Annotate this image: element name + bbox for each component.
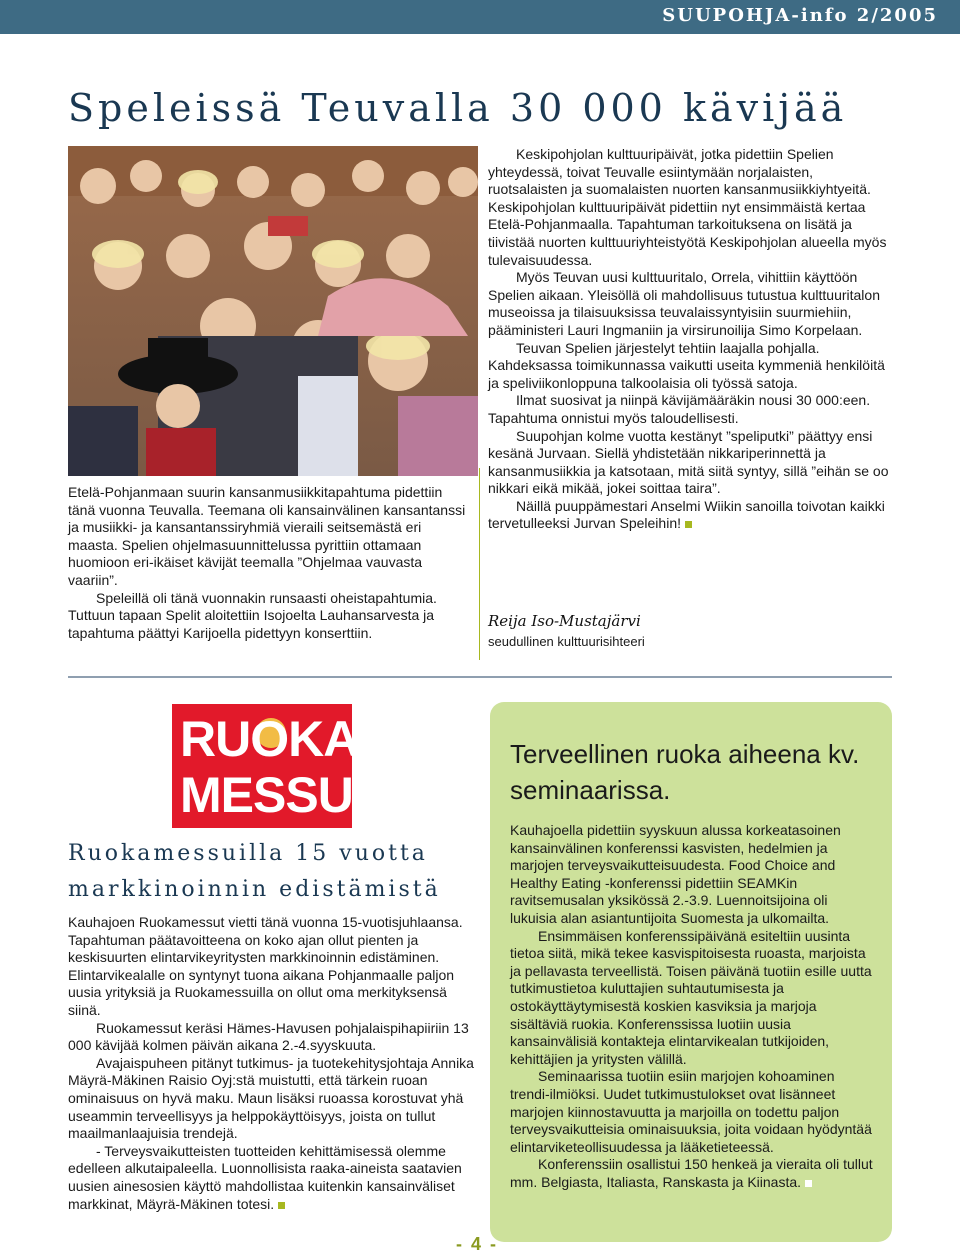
body-paragraph: Myös Teuvan uusi kulttuuritalo, Orrela, vihittiin käyttöön Spelien aikaan. Yleisöllä oli mahdollisuus tutustua kulttuuritalon museoissa ja tilaisuuksissa teuvalaissyntyisiin suurmiehiin, pääministeri Lauri Ingmaniin ja virsirunoilija Simo Korpelaan. — [488, 269, 880, 338]
sidebar-heading: Terveellinen ruoka aiheena kv. seminaarissa. — [510, 739, 860, 805]
column-divider — [479, 468, 480, 660]
caption-paragraph: Speleillä oli tänä vuonnakin runsaasti oheistapahtumia. Tuttuun tapaan Spelit aloitettiin Isojoelta Lauhansarvesta ja tapahtuma päättyi Karijoella pidettyyn konserttiin. — [68, 589, 437, 641]
body-paragraph: Suupohjan kolme vuotta kestänyt ”speliputki” päättyy ensi kesänä Jurvaan. Siellä yhdistetään nikkariperinnettä ja kansanmusiikkia ja katsotaan, mitä siitä syntyy, sillä ”eihän se oo nikkari eikä mikää, jokei soittaa taira”. — [488, 427, 889, 497]
ruokamessut-body — [68, 914, 476, 1213]
header-bar — [0, 0, 960, 34]
section-divider — [68, 676, 892, 678]
signature — [488, 612, 645, 649]
article-title: Speleissä Teuvalla 30 000 kävijää — [68, 86, 848, 130]
closing-text: Konferenssiin osallistui 150 henkeä ja vieraita oli tullut mm. Belgiasta, Italiasta, Ranskasta ja Kiinasta. — [510, 1156, 873, 1190]
closing-text: Näillä puuppämestari Anselmi Wiikin sanoilla toivotan kaikki tervetulleeksi Jurvan Speleihin! — [488, 497, 885, 532]
publication-header: SUUPOHJA-info 2/2005 — [662, 5, 938, 26]
end-mark-icon — [685, 521, 692, 528]
body-paragraph — [488, 498, 892, 533]
logo-text-line2: MESSUT — [180, 767, 383, 823]
body-paragraph: Avajaispuheen pitänyt tutkimus- ja tuotekehitysjohtaja Annika Mäyrä-Mäkinen Raisio Oyj:stä muistutti, että tärkein ruoan ominaisuus on hyvä maku. Maun lisäksi ruoassa korostuvat yhä useammin terveellisyys ja helppokäyttöisyys, joista on tullut maailmanlaajuisia trendejä. — [68, 1054, 474, 1142]
end-mark-icon — [278, 1202, 285, 1209]
author-role: seudullinen kulttuurisihteeri — [488, 634, 645, 649]
caption-paragraph: Etelä-Pohjanmaan suurin kansanmusiikkitapahtuma pidettiin tänä vuonna Teuvalla. Teemana oli kansainvälinen kansantanssi ja musiikki- ja kansantanssiryhmiä vieraili seitsemästä eri maasta. Spelien ohjelmasuunnittelussa pyrittiin ottamaan huomioon eri-ikäiset kävijät teemalla ”Ohjelmaa vauvasta vaariin”. — [68, 484, 466, 588]
sidebar-body — [510, 822, 876, 1191]
body-paragraph — [68, 1143, 476, 1213]
body-paragraph: Keskipohjolan kulttuuripäivät, jotka pidettiin Spelien yhteydessä, toivat Teuvalle esiintymään norjalaisten, ruotsalaisten ja suomalaisten nuorten kansanmusiikkiyhtyeitä. Keskipohjolan kulttuuripäivät pidettiin nyt ensimmäistä kertaa Etelä-Pohjanmaalla. Tapahtuman tarkoituksena on lisätä ja tiivistää nuorten kulttuuriyhteistyötä Keskipohjolan alueella myös tulevaisuudessa. — [488, 146, 887, 268]
ruokamessut-title — [68, 836, 441, 908]
body-paragraph: Kauhajoella pidettiin syyskuun alussa korkeatasoinen kansainvälinen konferenssi kasvisten, hedelmien ja marjojen terveysvaikutteisuudesta. Food Choice and Healthy Eating -konferenssi pidettiin SEAMKin ravitsemusalan yksikössä 2.-3.9. Luennoitsijoina oli lukuisia alan asiantuntijoita Suomesta ja ulkomailta. — [510, 822, 841, 926]
photo-caption — [68, 484, 472, 642]
end-mark-icon — [805, 1180, 812, 1187]
children-audience-photo — [68, 146, 478, 476]
article-body — [488, 146, 892, 533]
body-paragraph: Ruokamessut keräsi Hämes-Havusen pohjalaispihapiiriin 13 000 kävijää kolmen päivän aikana 2.-4.syyskuuta. — [68, 1019, 469, 1054]
seminar-sidebar — [490, 702, 892, 1242]
author-name: Reija Iso-Mustajärvi — [488, 612, 641, 630]
body-paragraph: Ensimmäisen konferenssipäivänä esiteltiin uusinta tietoa siitä, mikä tekee kasvispitoisesta ruoasta, marjoista ja pellavasta terveellistä. Toisen päivänä tuotiin esille uutta tutkimustietoa kuluttajien suhtautumisesta ja ostokäyttäytymisestä koskien kasviksia ja marjoja sisältäviä ruokia. Konferenssissa luotiin uusia kansainvälisiä kontakteja elintarvikealan tutkijoiden, kehittäjien ja yritysten välillä. — [510, 927, 872, 1067]
body-paragraph: Ilmat suosivat ja niinpä kävijämääräkin nousi 30 000:een. Tapahtuma onnistui myös taloudellisesti. — [488, 392, 871, 426]
body-paragraph: Teuvan Spelien järjestelyt tehtiin laajalla pohjalla. Kahdeksassa toimikunnassa vaikutti useita kymmeniä henkilöitä ja speliviikonloppuna talkoolaisia oli työssä satoja. — [488, 339, 885, 391]
body-paragraph — [510, 1156, 876, 1191]
page-number: - 4 - — [456, 1234, 499, 1254]
logo-text-line1: RUOKA — [180, 711, 359, 767]
body-paragraph: Kauhajoen Ruokamessut vietti tänä vuonna 15-vuotisjuhlaansa. Tapahtuman päätavoitteena on koko ajan ollut pienten ja keskisuurten elintarvikeyritysten markkinoinnin edistäminen. Elintarvikealalle on syntynyt tuona aikana Pohjanmaalle paljon uusia yrityksiä ja Ruokamessuilla on ollut oma merkityksensä siinä. — [68, 914, 463, 1018]
title-line1: Ruokamessuilla 15 vuotta — [68, 841, 428, 866]
body-paragraph: Seminaarissa tuotiin esiin marjojen kohoaminen trendi-ilmiöksi. Uudet tutkimustulokset ovat lisänneet marjojen kiinnostavuutta ja marjoilla on todettu paljon terveysvaikutteisia ominaisuuksia, joita voidaan hyödyntää elintarviketeollisuudessa ja lääketieteessä. — [510, 1068, 872, 1155]
title-line2: markkinoinnin edistämistä — [68, 877, 441, 902]
closing-text: - Terveysvaikutteisten tuotteiden kehittämisessä olemme edelleen alkutaipaleella. Luonnollisista raaka-aineista saatavien uusien ainesosien käyttö mahdollistaa kuitenkin kansainväliset markkinat, Mäyrä-Mäkinen totesi. — [68, 1142, 462, 1212]
ruokamessut-logo — [172, 704, 383, 828]
